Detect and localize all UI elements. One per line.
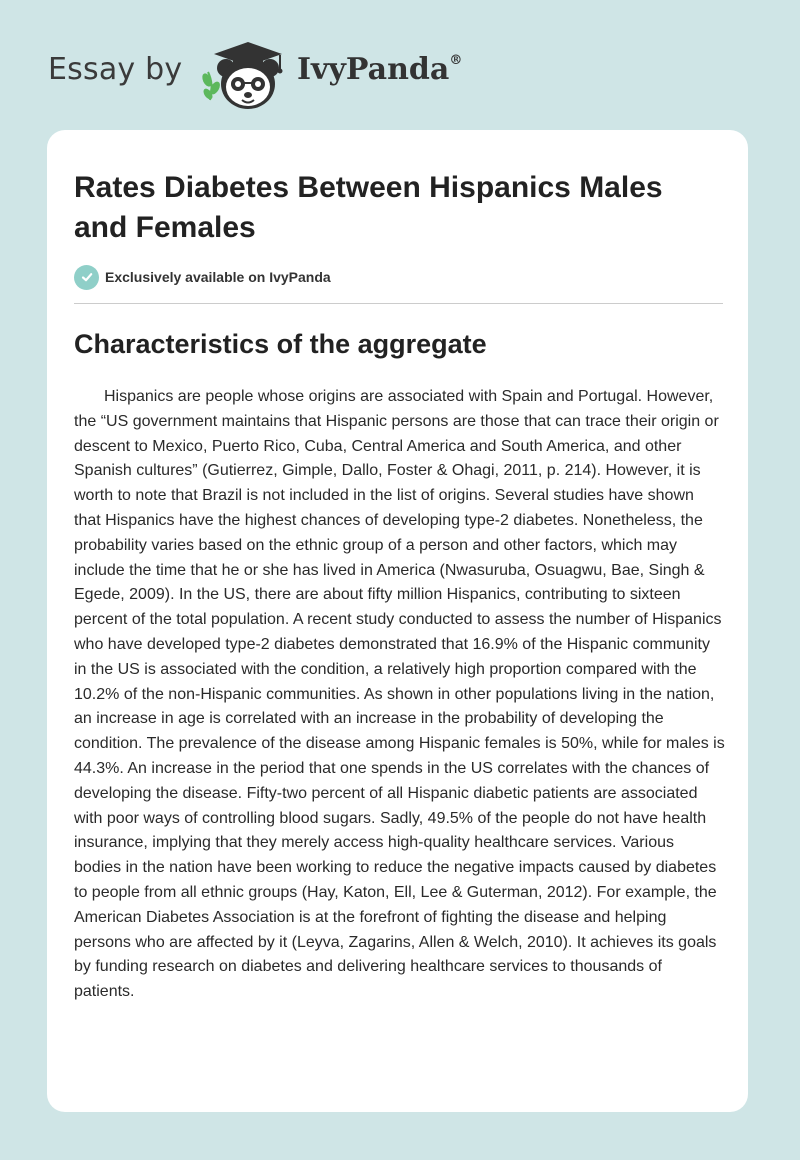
brand-name[interactable]: [297, 52, 462, 87]
check-icon: [74, 265, 99, 290]
essay-by-label: Essay by: [48, 52, 183, 87]
panda-graduate-icon[interactable]: [200, 34, 300, 112]
registered-mark: ®: [449, 53, 463, 68]
page-title: Rates Diabetes Between Hispanics Males and Females: [74, 171, 663, 244]
exclusive-badge-label: Exclusively available on IvyPanda: [105, 269, 331, 285]
site-header: [0, 0, 800, 130]
article-card: [47, 130, 748, 1112]
article-paragraph: Hispanics are people whose origins are associated with Spain and Portugal. However, the “US government maintains that Hispanic persons are those that can trace their origin or descent to Mexico, Puerto Rico, Cuba, Central America and South America, and other Spanish cultures” (Gutierrez, Gimple, Dallo, Foster & Ohagi, 2011, p. 214). However, it is worth to note that Brazil is not included in the list of origins. Several studies have shown that Hispanics have the highest chances of developing type-2 diabetes. Nonetheless, the probability varies based on the ethnic group of a person and other factors, which may include the time that he or she has lived in America (Nwasuruba, Osuagwu, Bae, Singh & Egede, 2009). In the US, there are about fifty million Hispanics, contributing to sixteen percent of the total population. A recent study conducted to assess the number of Hispanics who have developed type-2 diabetes demonstrated that 16.9% of the Hispanic community in the US is associated with the condition, a relatively high proportion compared with the 10.2% of the non-Hispanic communities. As shown in other populations living in the nation, an increase in age is correlated with an increase in the probability of developing the condition. The prevalence of the disease among Hispanic females is 50%, while for males is 44.3%. An increase in the period that one spends in the US correlates with the chances of developing the disease. Fifty-two percent of all Hispanic diabetic patients are associated with poor ways of controlling blood sugars. Sadly, 49.5% of the people do not have health insurance, implying that they merely access high-quality healthcare services. Various bodies in the nation have been working to reduce the negative impacts caused by diabetes to people from all ethnic groups (Hay, Katon, Ell, Lee & Guterman, 2012). For example, the American Diabetes Association is at the forefront of fighting the disease and helping persons who are affected by it (Leyva, Zagarins, Allen & Welch, 2010). It achieves its goals by funding research on diabetes and delivering healthcare services to thousands of patients.: [74, 388, 725, 1001]
title-divider: [74, 303, 723, 304]
section-heading: Characteristics of the aggregate: [74, 329, 487, 359]
brand-label: IvyPanda: [297, 52, 450, 87]
exclusive-badge: [74, 264, 331, 290]
